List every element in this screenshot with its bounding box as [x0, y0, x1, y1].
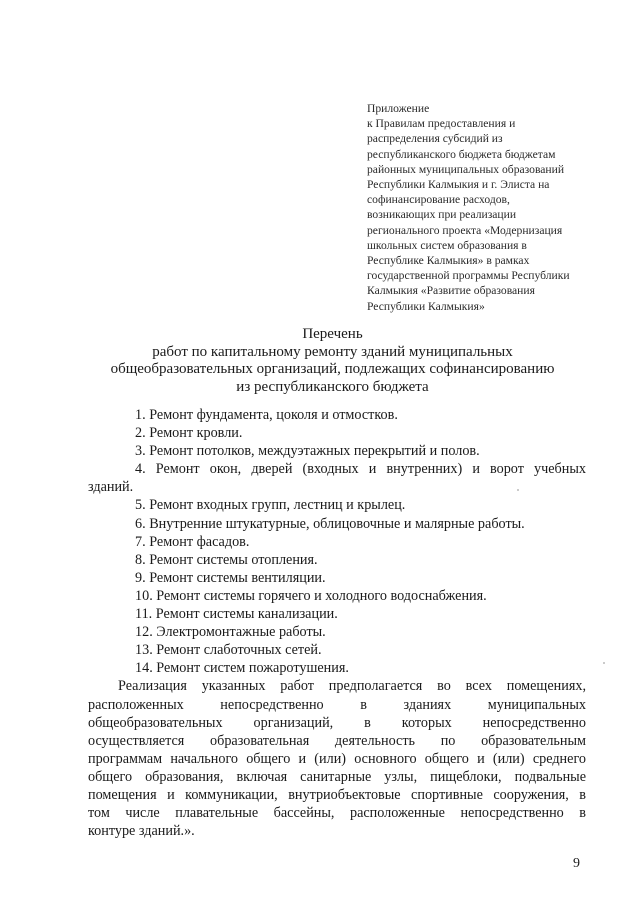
list-item: 8. Ремонт системы отопления.	[135, 551, 318, 568]
heading-line: работ по капитальному ремонту зданий муниципальных	[152, 343, 513, 360]
list-item: 6. Внутренние штукатурные, облицовочные и малярные работы.	[135, 515, 525, 532]
appendix-line: регионального проекта «Модернизация	[367, 223, 563, 237]
list-item: 2. Ремонт кровли.	[135, 425, 243, 442]
document-heading	[100, 326, 565, 396]
appendix-block	[367, 101, 629, 314]
paragraph-line: том числе плавательные бассейны, расположенные непосредственно в	[88, 805, 586, 822]
paragraph-line: помещения и коммуникации, внутриобъектовые спортивные сооружения, в	[88, 786, 586, 803]
appendix-line: Приложение	[367, 102, 430, 115]
appendix-line: школьных систем образования в	[367, 238, 527, 252]
appendix-line: возникающих при реализации	[367, 208, 517, 222]
appendix-line: Республики Калмыкия и г. Элиста на	[367, 178, 550, 192]
list-item: 5. Ремонт входных групп, лестниц и крылец.	[135, 497, 406, 514]
document-body	[88, 406, 586, 840]
heading-line: общеобразовательных организаций, подлежащих софинансированию	[110, 361, 555, 377]
appendix-line: софинансирование расходов,	[367, 193, 510, 207]
scan-speck	[517, 489, 519, 491]
page-number: 9	[573, 856, 580, 871]
scan-speck	[603, 662, 605, 664]
appendix-line: к Правилам предоставления и	[367, 117, 516, 131]
paragraph-line: общего образования, включая санитарные узлы, пищеблоки, подвальные	[88, 768, 586, 785]
list-item: 11. Ремонт системы канализации.	[135, 606, 338, 623]
appendix-line: районных муниципальных образований	[367, 162, 565, 176]
appendix-line: республиканского бюджета бюджетам	[367, 147, 556, 161]
paragraph-line: контуре зданий.».	[88, 823, 195, 840]
paragraph-line: осуществляется образовательная деятельность по образовательным	[88, 732, 586, 749]
paragraph-line: общеобразовательных организаций, в которых непосредственно	[88, 714, 586, 731]
list-item: 7. Ремонт фасадов.	[135, 533, 250, 550]
paragraph-line: Реализация указанных работ предполагается во всех помещениях,	[118, 678, 586, 695]
paragraph-line: программам начального общего и (или) основного общего и (или) среднего	[88, 750, 586, 767]
heading-line: из республиканского бюджета	[236, 378, 429, 395]
appendix-line: Калмыкия «Развитие образования	[367, 284, 535, 298]
list-item: 10. Ремонт системы горячего и холодного водоснабжения.	[135, 587, 487, 604]
list-item: 4. Ремонт окон, дверей (входных и внутренних) и ворот учебных	[135, 461, 586, 478]
paragraph-line: расположенных непосредственно в зданиях муниципальных	[88, 696, 586, 713]
list-item: 12. Электромонтажные работы.	[135, 624, 326, 641]
appendix-line: государственной программы Республики	[367, 269, 570, 283]
heading-title: Перечень	[302, 326, 363, 342]
list-item-continuation: зданий.	[88, 479, 134, 496]
list-item: 3. Ремонт потолков, междуэтажных перекрытий и полов.	[135, 443, 480, 460]
list-item: 14. Ремонт систем пожаротушения.	[135, 660, 349, 677]
appendix-line: Республики Калмыкия»	[367, 299, 485, 313]
list-item: 9. Ремонт системы вентиляции.	[135, 569, 326, 586]
appendix-line: Республике Калмыкия» в рамках	[367, 254, 530, 268]
appendix-line: распределения субсидий из	[367, 132, 503, 146]
list-item: 1. Ремонт фундамента, цоколя и отмостков.	[135, 407, 398, 423]
list-item: 13. Ремонт слаботочных сетей.	[135, 642, 322, 659]
